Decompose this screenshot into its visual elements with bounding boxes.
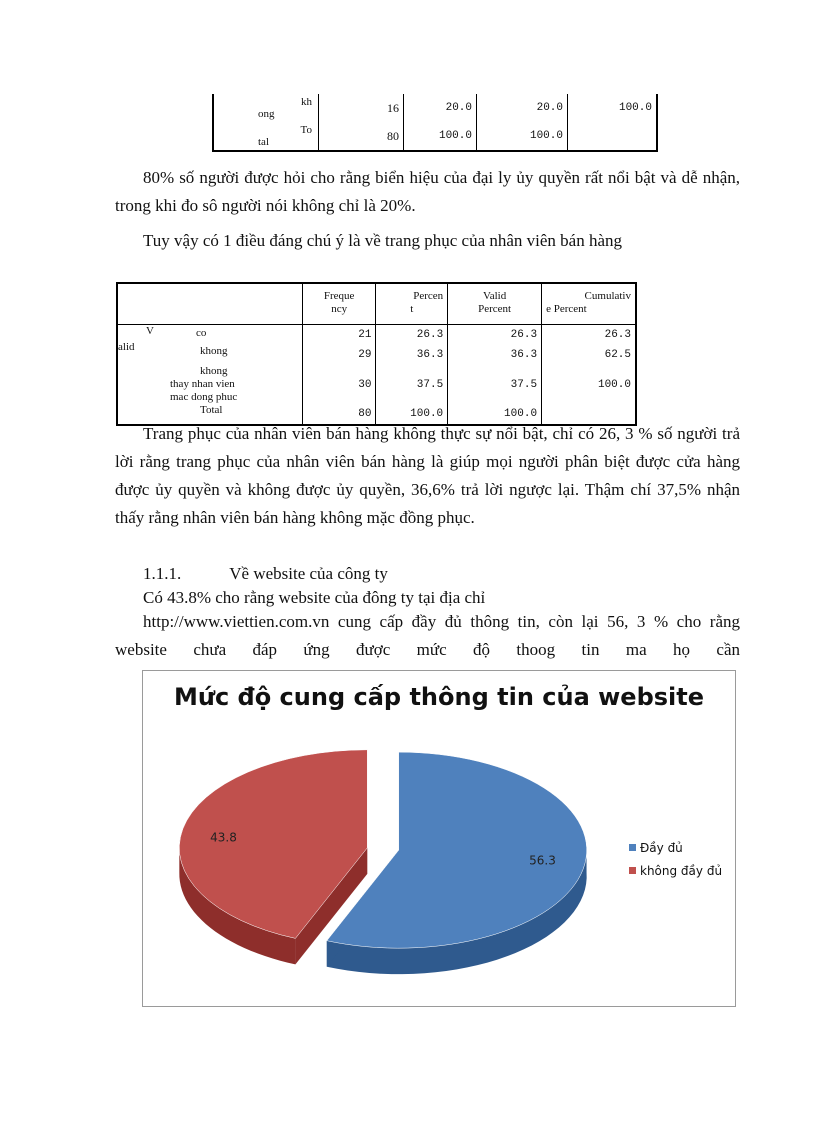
table-row (213, 94, 657, 122)
frequency-cell: 80 (319, 122, 404, 151)
uniform-frequency-table (116, 282, 637, 426)
row-label-part-a: kh (301, 96, 312, 108)
valid-percent-cell: 26.3 (448, 325, 542, 346)
header-frequency-line1: Freque (323, 290, 355, 302)
header-empty-cell (117, 283, 302, 325)
header-cumulative-percent (542, 283, 636, 325)
slice-data-label-day-du: 56.3 (529, 853, 556, 868)
valid-label-part-b: alid (118, 341, 135, 353)
cumulative-percent-cell (568, 122, 658, 151)
pie-chart-svg (143, 671, 735, 1006)
valid-percent-cell: 100.0 (477, 122, 568, 151)
frequency-cell: 16 (319, 94, 404, 122)
legend-swatch-khong-day-du (629, 867, 636, 874)
row-label-part-a: To (300, 124, 312, 136)
table-row (117, 325, 636, 346)
top-table (212, 94, 658, 152)
percent-cell: 100.0 (376, 404, 448, 425)
row-label-part-b: tal (258, 136, 269, 148)
row-label-cell (213, 94, 319, 122)
header-valid-line2: Percent (478, 303, 512, 315)
cumulative-percent-cell: 26.3 (542, 325, 636, 346)
header-valid-percent (448, 283, 542, 325)
cumulative-percent-cell: 100.0 (568, 94, 658, 122)
paragraph-website-intro: Có 43.8% cho rằng website của đông ty tại địa chỉ (143, 588, 486, 607)
row-label: khong (117, 345, 302, 365)
paragraph-uniform-analysis: Trang phục của nhân viên bán hàng không thực sự nổi bật, chỉ có 26, 3 % số người trả lời rằng trang phục của nhân viên bán hàng là giúp mọi người phân biệt được cửa hàng được ủy quyền và không được ủy quyền, 36,6% trả lời ngược lại. Thậm chí 37,5% nhận thấy rằng nhân viên bán hàng không mặc đồng phục. (115, 424, 740, 527)
valid-percent-cell: 100.0 (448, 404, 542, 425)
row-label-part-b: ong (258, 108, 275, 120)
section-number: 1.1.1. (143, 564, 182, 583)
row-label: khong thay nhan vien mac dong phuc (117, 365, 302, 404)
percent-cell: 100.0 (404, 122, 477, 151)
valid-percent-cell: 37.5 (448, 365, 542, 404)
table-header-row (117, 283, 636, 325)
valid-percent-cell: 20.0 (477, 94, 568, 122)
header-percent-line1: Percen (413, 290, 444, 302)
paragraph-signage: 80% số người được hỏi cho rằng biển hiệu của đại ly ủy quyền rất nổi bật và dễ nhận, trong khi đo sô người nói không chỉ là 20%. (115, 168, 740, 215)
frequency-cell: 30 (302, 365, 376, 404)
legend-swatch-day-du (629, 844, 636, 851)
cumulative-percent-cell: 62.5 (542, 345, 636, 365)
paragraph-uniform-intro: Tuy vậy có 1 điều đáng chú ý là về trang phục của nhân viên bán hàng (143, 231, 623, 250)
table-row (117, 365, 636, 404)
cumulative-percent-cell: 100.0 (542, 365, 636, 404)
header-cumulative-line2: e Percent (546, 303, 587, 315)
pie-slices (179, 750, 586, 974)
header-valid-line1: Valid (483, 290, 507, 302)
percent-cell: 20.0 (404, 94, 477, 122)
frequency-cell: 29 (302, 345, 376, 365)
table-row (213, 122, 657, 151)
header-percent (376, 283, 448, 325)
section-title: Về website của công ty (229, 564, 388, 583)
row-label: co (196, 327, 207, 339)
header-percent-line2: t (410, 303, 414, 315)
legend-label-day-du: Đầy đủ (640, 841, 683, 855)
legend-label-khong-day-du: không đầy đủ (640, 864, 723, 878)
percent-cell: 36.3 (376, 345, 448, 365)
row-label: Total (117, 404, 302, 425)
paragraph-website-detail: http://www.viettien.com.vn cung cấp đầy đủ thông tin, còn lại 56, 3 % cho rằng website chưa đáp ứng được mức độ thoog tin ma họ cần (115, 612, 740, 659)
header-frequency-line2: ncy (331, 303, 348, 315)
valid-label-part-a: V (146, 325, 154, 337)
header-frequency (302, 283, 376, 325)
pie-chart (142, 670, 736, 1007)
header-cumulative-line1: Cumulativ (584, 290, 631, 302)
valid-percent-cell: 36.3 (448, 345, 542, 365)
frequency-cell: 80 (302, 404, 376, 425)
frequency-cell: 21 (302, 325, 376, 346)
chart-legend (629, 841, 722, 878)
percent-cell: 26.3 (376, 325, 448, 346)
percent-cell: 37.5 (376, 365, 448, 404)
row-label-cell (213, 122, 319, 151)
slice-data-label-khong-day-du: 43.8 (210, 830, 237, 845)
chart-title: Mức độ cung cấp thông tin của website (173, 683, 705, 711)
table-row (117, 345, 636, 365)
